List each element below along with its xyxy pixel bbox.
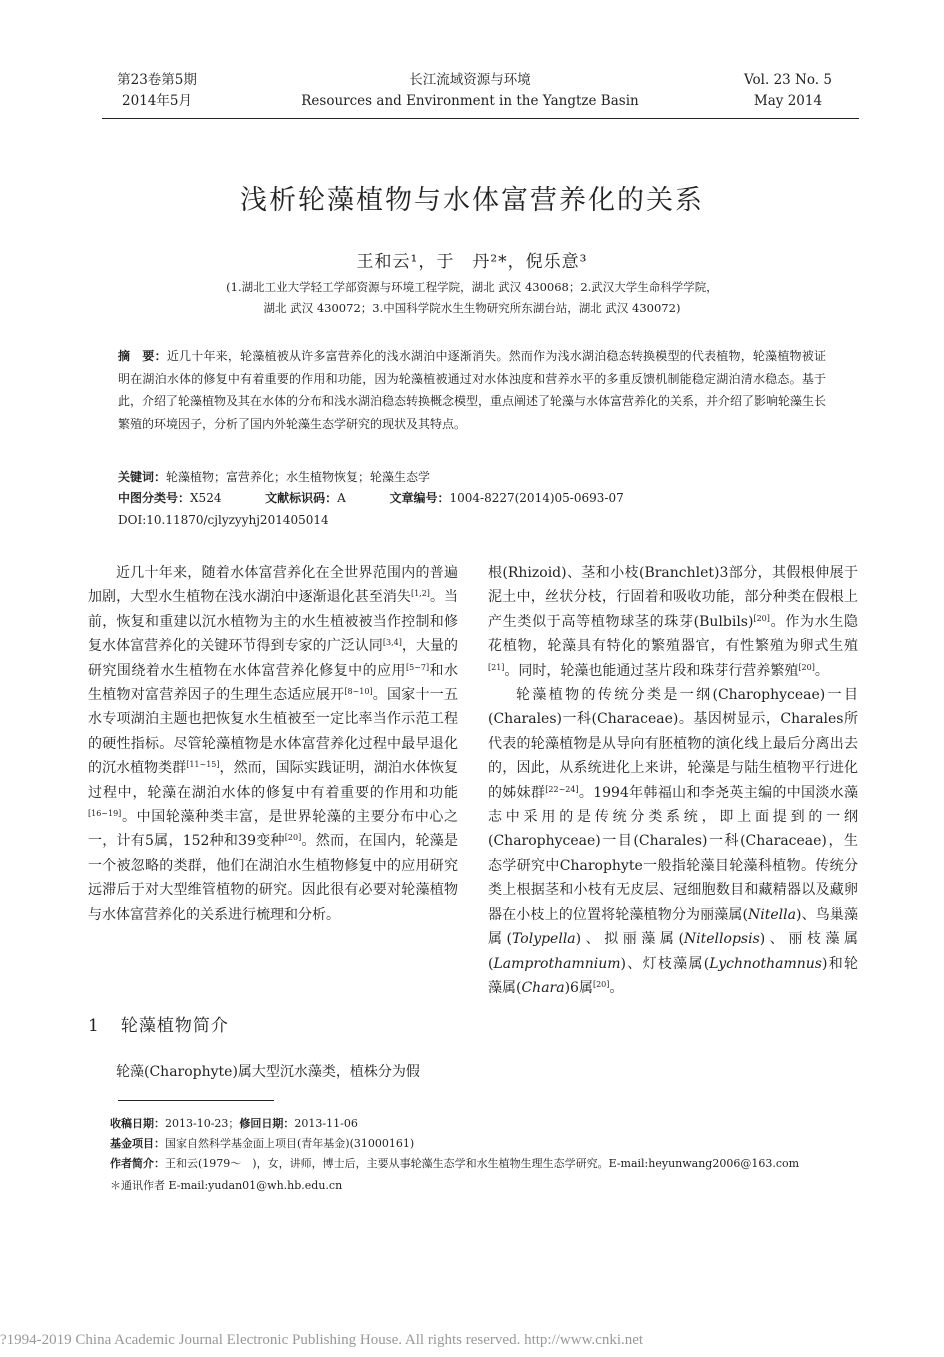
abstract-label: 摘 要： [118, 349, 167, 363]
clc-label: 中图分类号： [118, 491, 191, 505]
journal-name-cn: 长江流域资源与环境 [409, 72, 531, 88]
citation: [8~10] [344, 687, 373, 697]
text-run: ，大量的研究围绕着水生植物在水体富营养化修复中的应用 [88, 638, 459, 679]
citation: [11~15] [186, 760, 220, 770]
author-bio: 王和云(1979～ )，女，讲师，博士后，主要从事轮藻生态学和水生植物生理生态学研究。E-mail:heyunwang2006@163.com [165, 1157, 800, 1170]
keywords [118, 467, 826, 487]
article-number-value: 1004-8227(2014)05-0693-07 [449, 491, 624, 505]
footnote-rule [118, 1100, 274, 1101]
revised-label: 修回日期： [239, 1117, 295, 1130]
footnote-dates [110, 1114, 870, 1134]
date-en: May 2014 [753, 93, 823, 109]
text-run: 。中国轮藻种类丰富，是世界轮藻的主要分布中心之一，计有5属，152种和39变种 [88, 809, 458, 850]
fund-label: 基金项目： [110, 1137, 165, 1150]
classification-paragraph [488, 683, 858, 1000]
text-run: 轮藻植物的传统分类是一纲(Charophyceae)一目(Charales)一科(Characeae)。基因树显示，Charales所代表的轮藻植物是从导向有胚植物的演化线上最后分离出去的，因此，从系统进化上来讲，轮藻是与陆生植物平行进化的姊妹群 [488, 687, 858, 801]
text-run: 。作为水生隐花植物，轮藻具有特化的繁殖器官，有性繁殖为卵式生殖 [488, 613, 859, 655]
citation: [21] [488, 662, 505, 672]
citation: [20] [798, 662, 815, 672]
citation: [20] [284, 833, 302, 843]
journal-issue [102, 70, 212, 112]
genus-name: Nitella [748, 906, 796, 923]
journal-name-en: Resources and Environment in the Yangtze Basin [301, 93, 639, 109]
citation: [20] [592, 979, 610, 989]
section-number: 1 [88, 1016, 99, 1036]
text-run: 和水生植物对富营养因子的生理生态适应展开 [88, 662, 458, 704]
journal-name [280, 70, 660, 112]
text-run: 。国家十一五水专项湖泊主题也把恢复水生植被至一定比率当作示范工程的硬性指标。尽管轮藻植物是水体富营养化过程中最早退化的沉水植物类群 [88, 687, 459, 777]
article-number-label: 文章编号： [389, 491, 450, 505]
text-run: 近几十年来，随着水体富营养化在全世界范围内的普遍加剧，大型水生植物在浅水湖泊中逐渐退化甚至消失 [88, 565, 458, 606]
revised-date: 2013-11-06 [294, 1117, 358, 1130]
genus-name: Chara [521, 979, 565, 996]
text-run: )和轮藻属( [488, 955, 858, 996]
text-run: )6属 [564, 979, 593, 996]
abstract-text: 近几十年来，轮藻植被从许多富营养化的浅水湖泊中逐渐消失。然而作为浅水湖泊稳态转换模型的代表植物，轮藻植物被证明在湖泊水体的修复中有着重要的作用和功能，因为轮藻植被通过对水体浊度和营养水平的多重反馈机制能稳定湖泊清水稳态。基于此，介绍了轮藻植物及其在水体的分布和浅水湖泊稳态转换概念模型，重点阐述了轮藻与水体富营养化的关系，并介绍了影响轮藻生长繁殖的环境因子，分析了国内外轮藻生态学研究的现状及其特点。 [118, 349, 827, 431]
doc-code-label: 文献标识码： [265, 491, 338, 505]
issue-date: 2014年5月 [122, 93, 192, 109]
keywords-label: 关键词： [118, 470, 167, 484]
section-paragraph-start: 轮藻(Charophyte)属大型沉水藻类，植株分为假 [116, 1064, 420, 1080]
doc-code-value: A [337, 491, 346, 505]
footnote-fund [110, 1134, 870, 1154]
text-run: )、丽枝藻属( [488, 931, 859, 972]
text-run: 。 [814, 662, 829, 679]
text-run: 。1994年韩福山和李尧英主编的中国淡水藻志中采用的是传统分类系统，即上面提到的一纲(Charophyceae)一目(Charales)一科(Characeae)，生态学研究中Charophyte一般指轮藻目轮藻科植物。传统分类上根据茎和小枝有无皮层、冠细胞数目和藏精器以及藏卵器在小枝上的位置将轮藻植物分为丽藻属( [488, 784, 858, 923]
fund-value: 国家自然科学基金面上项目(青年基金)(31000161) [165, 1137, 415, 1150]
section-title: 轮藻植物简介 [120, 1016, 229, 1036]
text-run: 。同时，轮藻也能通过茎片段和珠芽行营养繁殖 [504, 662, 799, 679]
paper-title: 浅析轮藻植物与水体富营养化的关系 [240, 185, 704, 216]
genus-name: Tolypella [512, 931, 576, 948]
genus-name: Lamprothamnium [493, 955, 621, 972]
keywords-text: 轮藻植物；富营养化；水生植物恢复；轮藻生态学 [166, 470, 431, 484]
paper-authors: 王和云¹，于 丹²*，倪乐意³ [356, 252, 588, 272]
citation: [1,2] [410, 589, 430, 599]
header-rule [102, 118, 859, 119]
citation: [16~19] [88, 809, 122, 819]
affiliation-line-1: (1.湖北工业大学轻工学部资源与环境工程学院，湖北 武汉 430068；2.武汉大学生命科学学院， [226, 280, 718, 294]
text-run: )、灯枝藻属( [620, 955, 710, 972]
body-right-column [488, 561, 858, 1000]
volume-en: Vol. 23 No. 5 [744, 72, 832, 88]
text-run: 。然而，在国内，轮藻是一个被忽略的类群，他们在湖泊水生植物修复中的应用研究远滞后于对大型维管植物的研究。因此很有必要对轮藻植物与水体富营养化的关系进行梳理和分析。 [88, 833, 458, 923]
footnote-author [110, 1154, 870, 1174]
section-heading [88, 1011, 458, 1036]
journal-volume-en [718, 70, 858, 112]
continued-paragraph [488, 561, 858, 683]
abstract [118, 345, 826, 435]
classification-line [118, 488, 826, 508]
received-date: 2013-10-23； [165, 1117, 240, 1130]
citation: [20] [753, 613, 770, 623]
text-run: )、拟丽藻属( [575, 931, 684, 948]
text-run: 根(Rhizoid)、茎和小枝(Branchlet)3部分，其假根伸展于泥土中，丝状分枝，行固着和吸收功能，部分种类在假根上产生类似于高等植物球茎的珠芽(Bulbils) [488, 565, 858, 630]
genus-name: Nitellopsis [683, 931, 760, 948]
text-run: 。 [609, 979, 624, 996]
doi: DOI:10.11870/cjlyzyyhj201405014 [118, 513, 329, 527]
citation: [3,4] [382, 638, 402, 648]
volume-issue: 第23卷第5期 [117, 72, 197, 88]
citation: [22~24] [545, 784, 579, 794]
intro-paragraph [88, 561, 458, 927]
body-left-column [88, 561, 458, 927]
footnote-corresponding: ＊通讯作者 E-mail:yudan01@wh.hb.edu.cn [110, 1179, 343, 1192]
clc-value: X524 [190, 491, 222, 505]
author-bio-label: 作者简介： [110, 1157, 165, 1170]
copyright-notice: ?1994-2019 China Academic Journal Electronic Publishing House. All rights reserved. http://www.cnki.net [0, 1332, 644, 1348]
text-run: ，然而，国际实践证明，湖泊水体恢复过程中，轮藻在湖泊水体的修复中有着重要的作用和功能 [88, 760, 459, 801]
citation: [5~7] [405, 662, 430, 672]
received-label: 收稿日期： [110, 1117, 165, 1130]
genus-name: Lychnothamnus [709, 955, 822, 972]
text-run: 。当前，恢复和重建以沉水植物为主的水生植被被当作控制和修复水体富营养化的关键环节得到专家的广泛认同 [88, 589, 459, 655]
text-run: )、鸟巢藻属( [488, 906, 858, 948]
affiliation-line-2: 湖北 武汉 430072；3.中国科学院水生生物研究所东湖台站，湖北 武汉 430072) [263, 301, 681, 315]
